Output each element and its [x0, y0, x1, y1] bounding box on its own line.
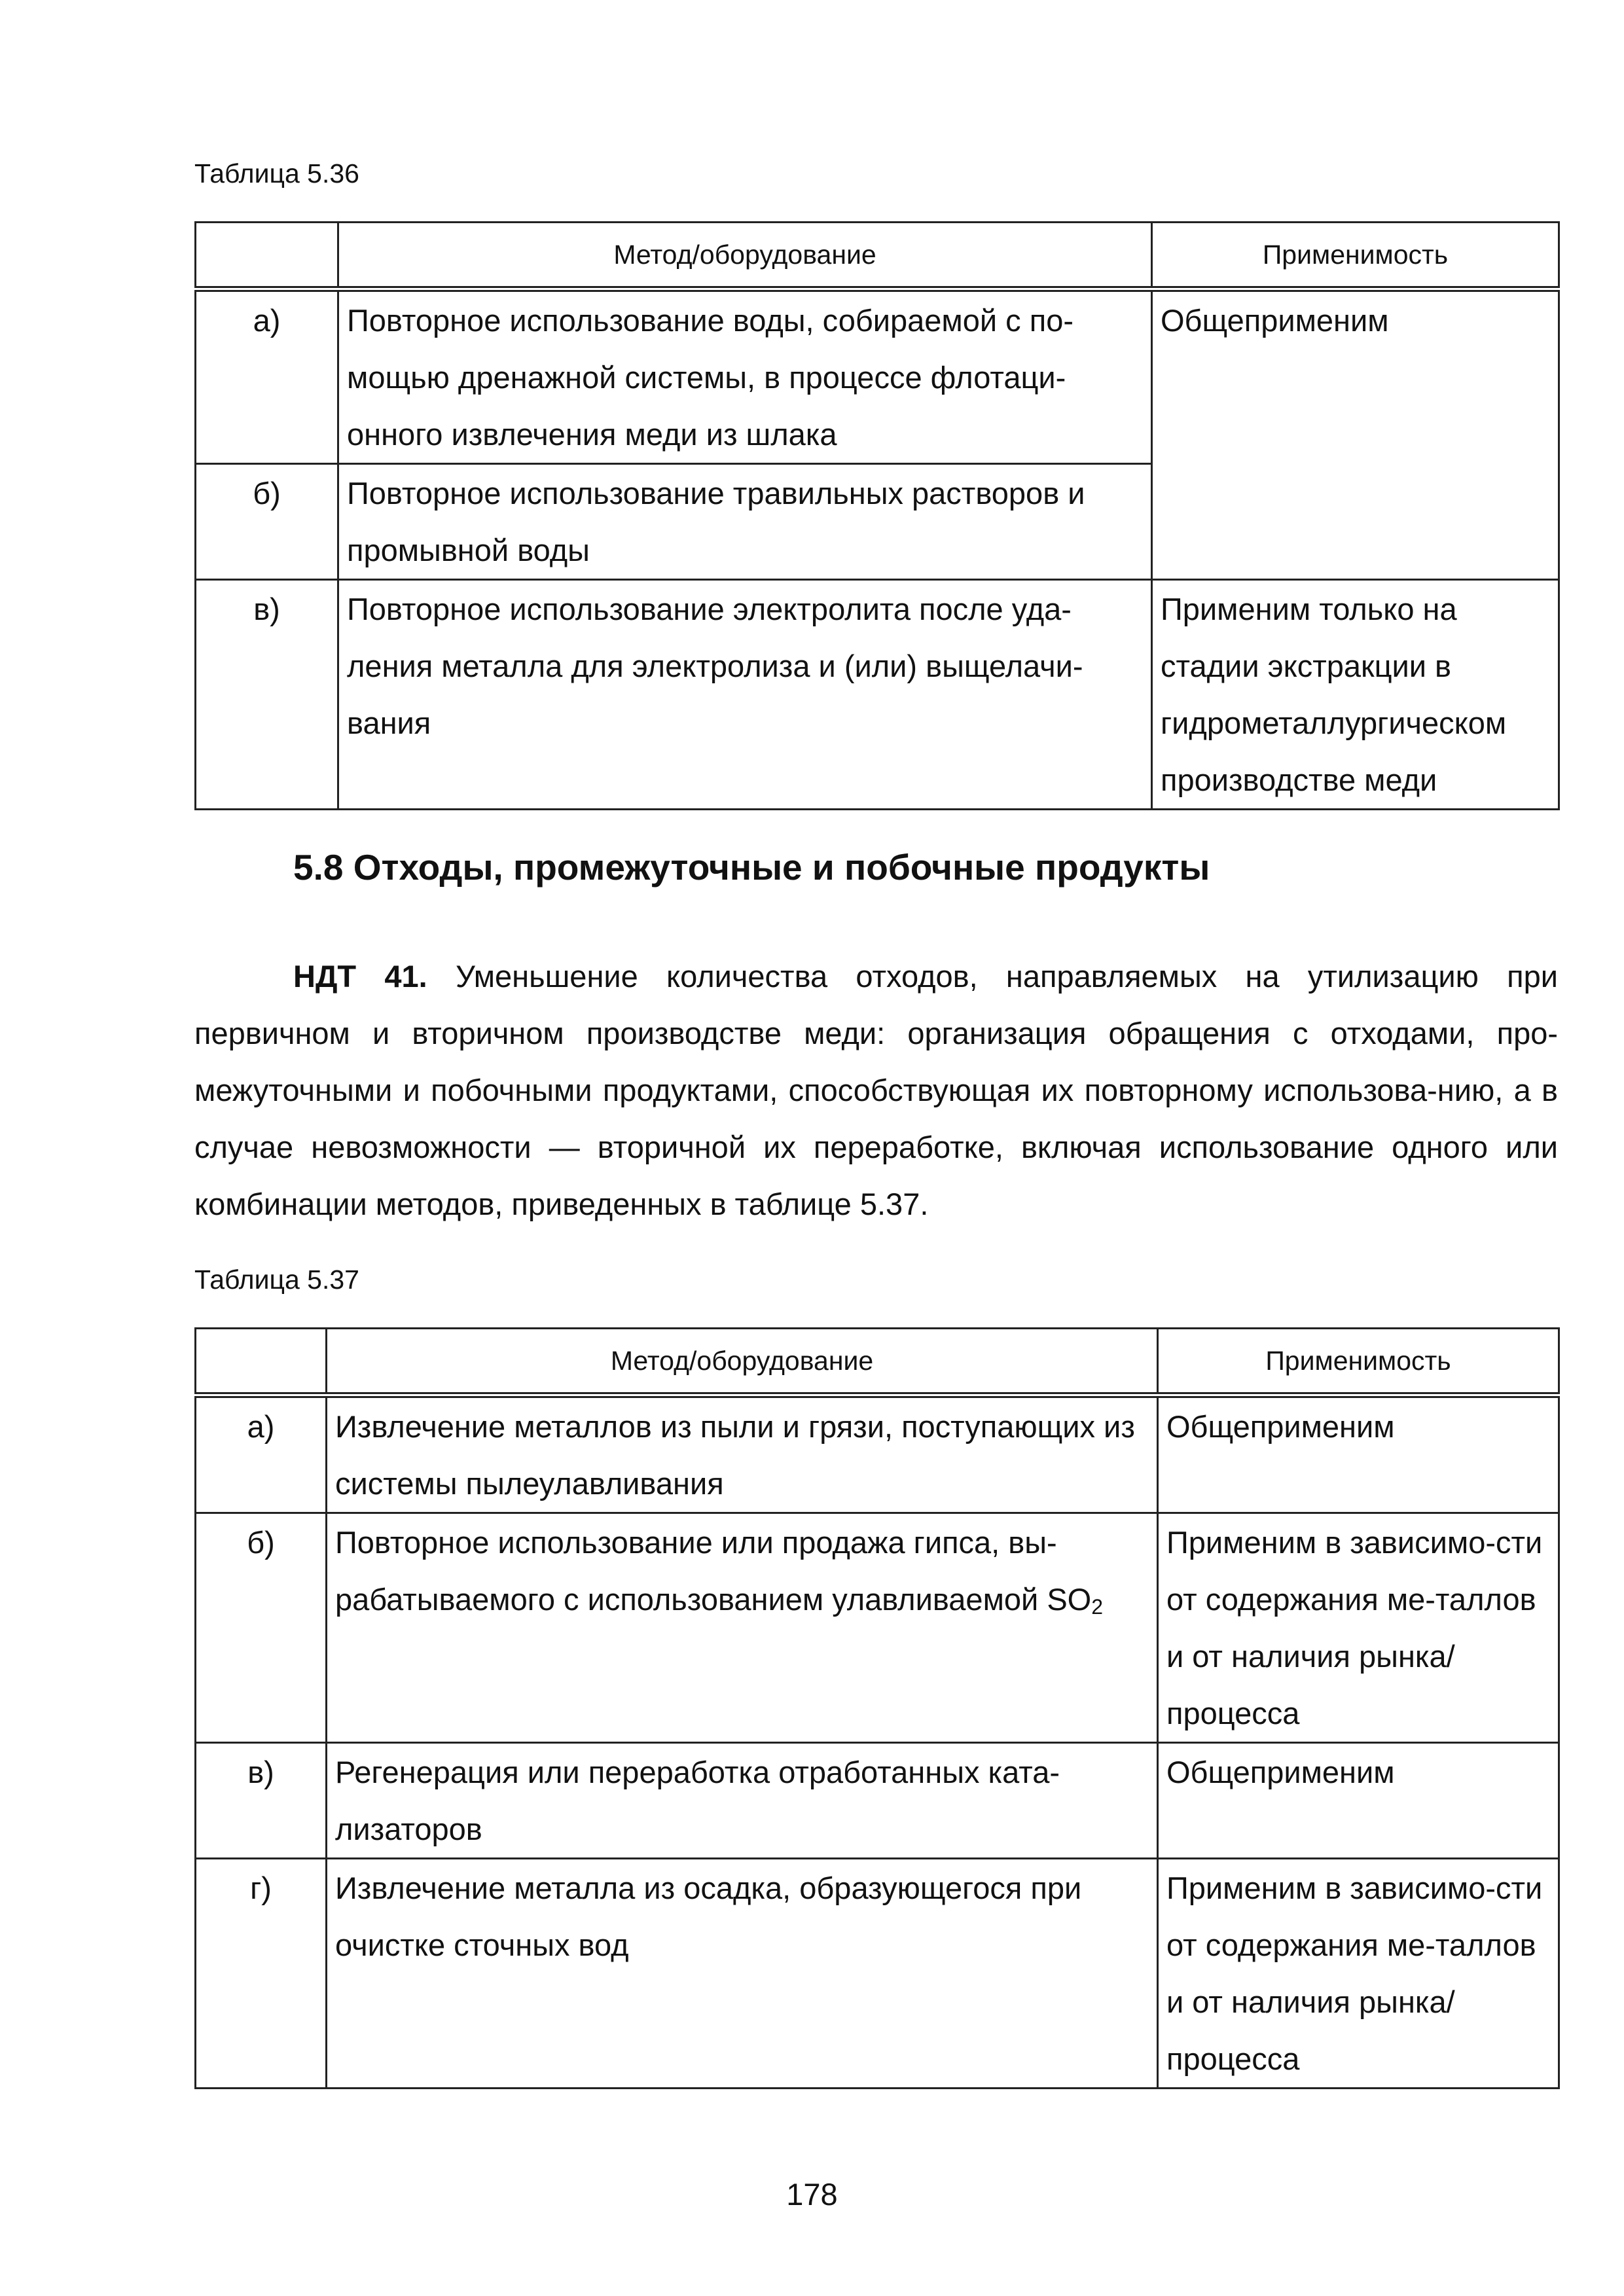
table-row: [196, 1859, 1559, 2089]
row-index: а): [196, 1395, 327, 1513]
row-applicability: Общеприменим: [1152, 289, 1559, 580]
table-row: [196, 1395, 1559, 1513]
row-applicability: Общеприменим: [1158, 1743, 1559, 1859]
row-method: Извлечение металла из осадка, образующегося при очистке сточных вод: [327, 1859, 1158, 2089]
table-row: [196, 1513, 1559, 1743]
ndt-label: НДТ 41.: [293, 959, 427, 994]
header-index: [196, 223, 338, 289]
row-method: Повторное использование травильных растворов и промывной воды: [338, 464, 1152, 580]
table-row: [196, 580, 1559, 810]
row-index: б): [196, 464, 338, 580]
table-5-37-caption: Таблица 5.37: [194, 1265, 359, 1295]
row-index: а): [196, 289, 338, 464]
page-number: 178: [786, 2177, 838, 2212]
row-method: Регенерация или переработка отработанных ката-лизаторов: [327, 1743, 1158, 1859]
row-applicability: Применим только на стадии экстракции в гидрометаллургическом производстве меди: [1152, 580, 1559, 810]
header-applicability: Применимость: [1158, 1329, 1559, 1395]
row-method: [327, 1513, 1158, 1743]
header-applicability: Применимость: [1152, 223, 1559, 289]
row-applicability: Применим в зависимо-сти от содержания ме-таллов и от наличия рынка/процесса: [1158, 1513, 1559, 1743]
table-5-36: [194, 221, 1560, 810]
table-row: [196, 1743, 1559, 1859]
table-5-37: [194, 1327, 1560, 2089]
table-5-36-caption: Таблица 5.36: [194, 158, 359, 188]
table-header-row: [196, 223, 1559, 289]
header-method: Метод/оборудование: [327, 1329, 1158, 1395]
row-method: Повторное использование электролита после уда-ления металла для электролиза и (или) выщелачи-вания: [338, 580, 1152, 810]
table-row: [196, 289, 1559, 464]
row-method: Повторное использование воды, собираемой с по-мощью дренажной системы, в процессе флотаци-онного извлечения меди из шлака: [338, 289, 1152, 464]
row-method-main: Повторное использование или продажа гипса, вы-рабатываемого с использованием улавливаемой SO: [335, 1525, 1092, 1617]
header-method: Метод/оборудование: [338, 223, 1152, 289]
row-index: в): [196, 580, 338, 810]
row-method-subscript: 2: [1091, 1595, 1104, 1619]
ndt-paragraph: [194, 948, 1558, 1232]
row-index: г): [196, 1859, 327, 2089]
row-applicability: Применим в зависимо-сти от содержания ме-таллов и от наличия рынка/процесса: [1158, 1859, 1559, 2089]
table-header-row: [196, 1329, 1559, 1395]
ndt-text: Уменьшение количества отходов, направляемых на утилизацию при первичном и вторичном производстве меди: организация обращения с отходами, про-межуточными и побочными продуктами, способствующая их повторному использова-нию, а в случае невозможности — вторичной их переработке, включая использование одного или комбинации методов, приведенных в таблице 5.37.: [194, 959, 1558, 1221]
header-index: [196, 1329, 327, 1395]
row-method: Извлечение металлов из пыли и грязи, поступающих из системы пылеулавливания: [327, 1395, 1158, 1513]
section-heading: 5.8 Отходы, промежуточные и побочные продукты: [293, 847, 1210, 888]
row-index: в): [196, 1743, 327, 1859]
row-index: б): [196, 1513, 327, 1743]
row-applicability: Общеприменим: [1158, 1395, 1559, 1513]
